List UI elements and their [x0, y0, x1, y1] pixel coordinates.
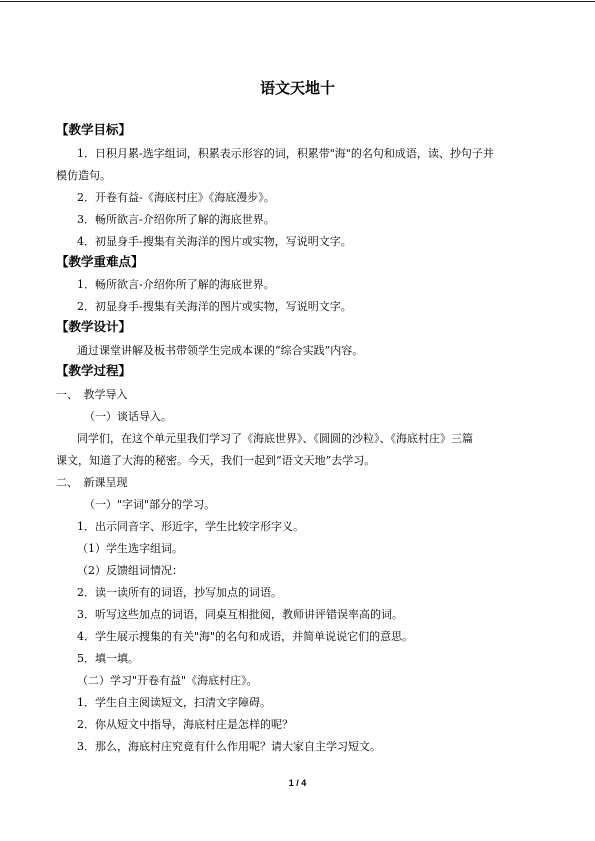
reading-step-2: 2．你从短文中指导，海底村庄是怎样的呢？: [77, 718, 293, 731]
step-3: 3．听写这些加点的词语，同桌互相批阅，教师讲评错误率高的词。: [77, 608, 403, 621]
top-border-line: [0, 1, 595, 2]
step-5: 5．填一填。: [77, 652, 139, 665]
goal-1: 1．日积月累-选字组词，积累表示形容的词，积累带"海"的名句和成语，读、抄句子并: [77, 147, 494, 160]
reading-step-3: 3．那么，海底村庄究竟有什么作用呢？请大家自主学习短文。: [77, 740, 381, 753]
step-1: 1．出示同音字、形近字，学生比较字形字义。: [77, 520, 304, 533]
reading-step-1: 1．学生自主阅读短文，扫清文字障碍。: [77, 696, 271, 709]
heading-teaching-process: 【教学过程】: [56, 363, 132, 378]
step-2: 2．读一读所有的词语，抄写加点的词语。: [77, 586, 282, 599]
intro-paragraph-line-2: 课文，知道了大海的秘密。今天，我们一起到“语文天地”去学习。: [56, 454, 376, 467]
intro-paragraph-line-1: 同学们，在这个单元里我们学习了《海底世界》、《圆圆的沙粒》、《海底村庄》三篇: [77, 432, 473, 445]
step-1-a: （1）学生选字组词。: [77, 542, 183, 555]
goal-1-continued: 模仿造句。: [56, 169, 111, 182]
heading-key-points: 【教学重难点】: [56, 254, 144, 269]
document-title: 语文天地十: [259, 79, 335, 97]
page-number: 1 / 4: [288, 778, 307, 788]
heading-teaching-goals: 【教学目标】: [56, 122, 132, 137]
section-2-sub-2: （二）学习"开卷有益"《海底村庄》。: [77, 674, 258, 687]
goal-4: 4．初显身手-搜集有关海洋的图片或实物，写说明文字。: [77, 235, 352, 248]
step-1-b: （2）反馈组词情况：: [77, 564, 183, 577]
key-point-2: 2．初显身手-搜集有关海洋的图片或实物，写说明文字。: [77, 300, 352, 313]
key-point-1: 1．畅所欲言-介绍你所了解的海底世界。: [77, 278, 275, 291]
section-1-title: 一、 教学导入: [56, 388, 128, 401]
goal-3: 3．畅所欲言-介绍你所了解的海底世界。: [77, 213, 275, 226]
section-2-sub-1: （一）"字词"部分的学习。: [84, 498, 216, 511]
step-4: 4．学生展示搜集的有关"海"的名句和成语，并简单说说它们的意思。: [77, 630, 414, 643]
design-paragraph: 通过课堂讲解及板书带领学生完成本课的“综合实践”内容。: [77, 344, 364, 357]
section-2-title: 二、 新课呈现: [56, 476, 128, 489]
heading-teaching-design: 【教学设计】: [56, 319, 132, 334]
section-1-sub: （一）谈话导入。: [84, 410, 172, 423]
goal-2: 2．开卷有益-《海底村庄》《海底漫步》。: [77, 191, 275, 204]
